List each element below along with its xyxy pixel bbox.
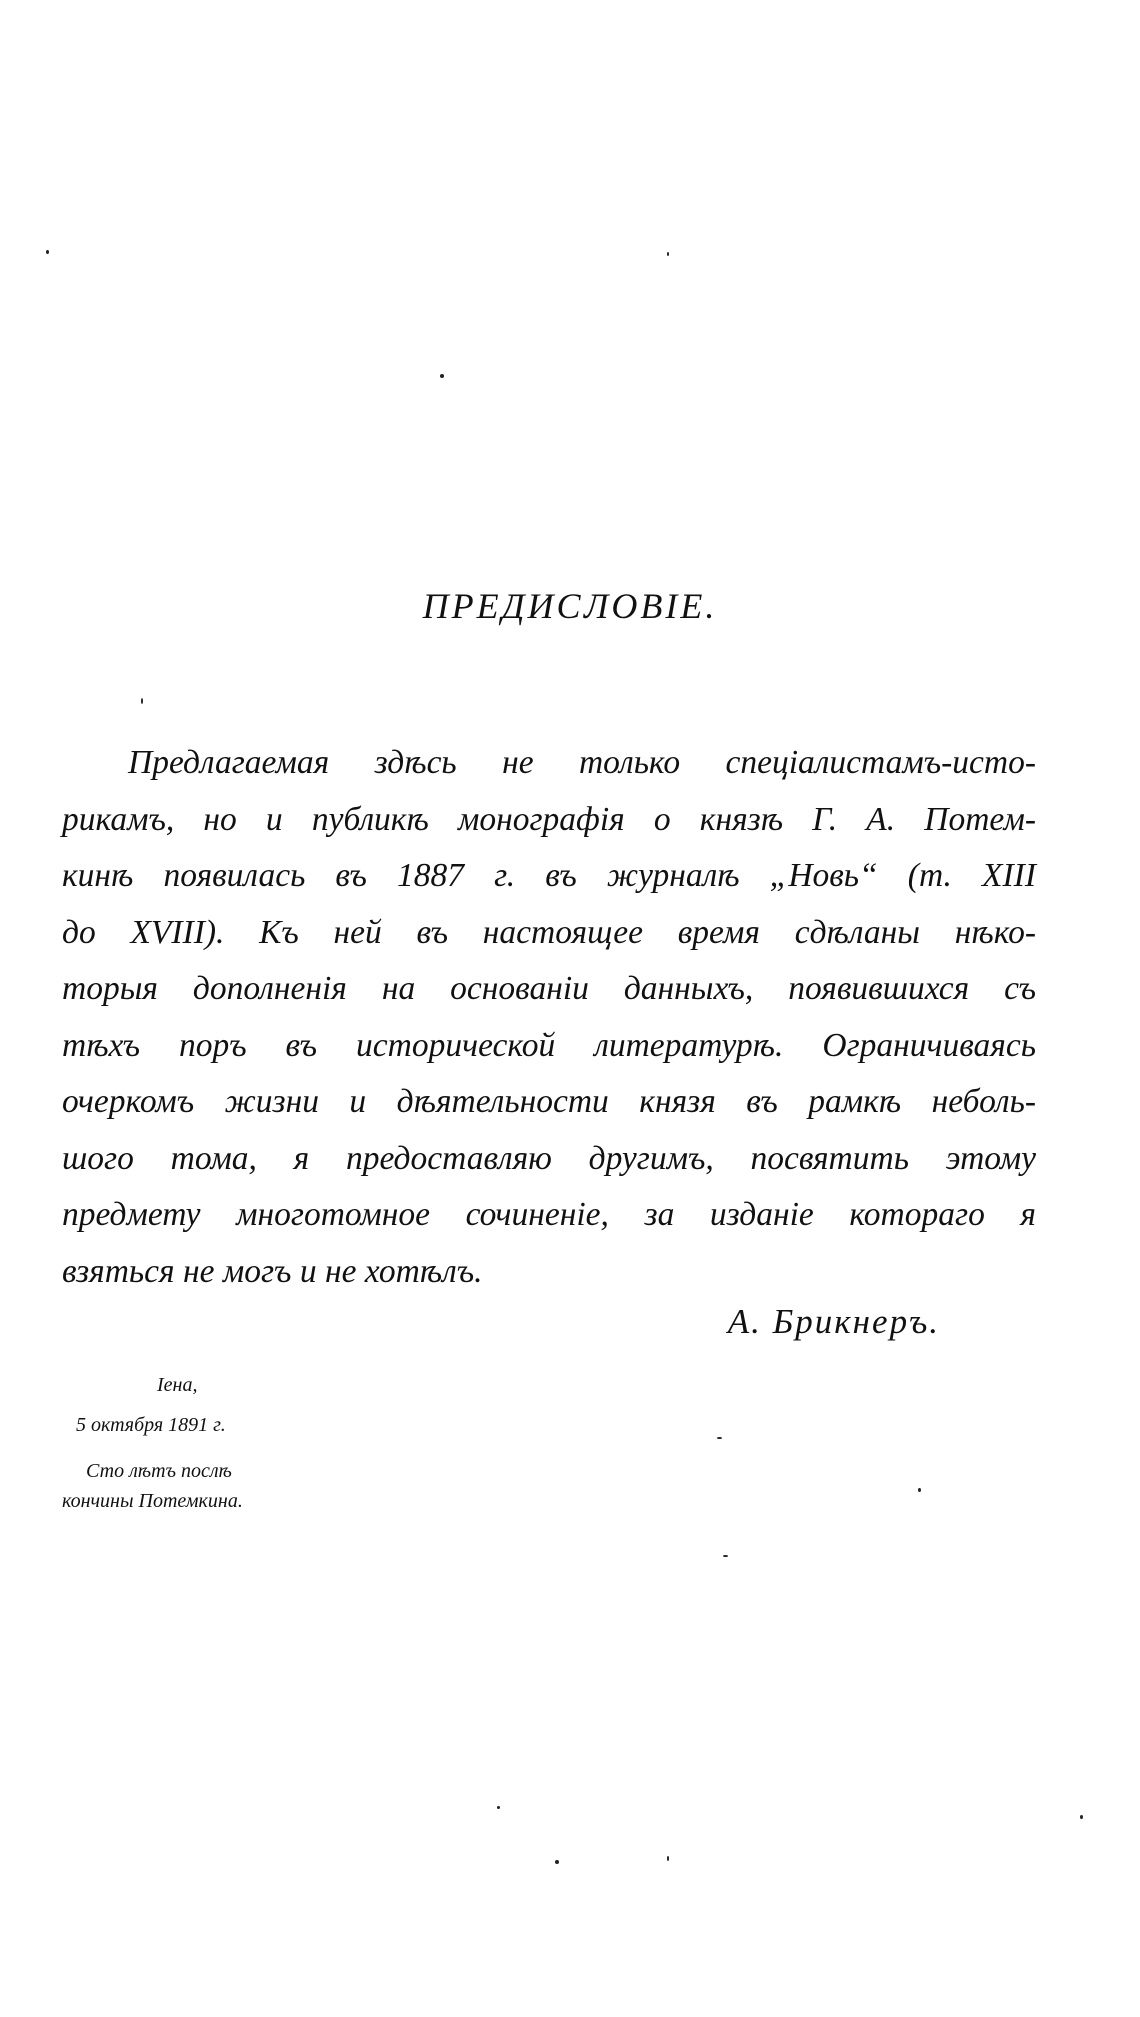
- scan-speck: [141, 698, 143, 704]
- preface-line: кинѣ появилась въ 1887 г. въ журналѣ „Новь“ (т. XIII: [62, 857, 1036, 894]
- scan-speck: [46, 250, 49, 254]
- note-date: 5 октября 1891 г.: [76, 1414, 226, 1436]
- preface-line: торыя дополненія на основаніи данныхъ, появившихся съ: [62, 970, 1036, 1007]
- author-signature: А. Брикнеръ.: [727, 1302, 940, 1341]
- note-caption: [62, 1456, 362, 1516]
- preface-paragraph: [62, 735, 1036, 1300]
- scan-speck: [497, 1806, 500, 1809]
- preface-line: тѣхъ поръ въ исторической литературѣ. Ограничиваясь: [62, 1026, 1036, 1064]
- place-date-note: [62, 1368, 362, 1516]
- scan-speck: [717, 1437, 722, 1439]
- scan-speck: [667, 1856, 669, 1861]
- preface-line: до XVIII). Къ ней въ настоящее время сдѣланы нѣко-: [62, 913, 1036, 951]
- preface-line: очеркомъ жизни и дѣятельности князя въ рамкѣ неболь-: [62, 1083, 1036, 1120]
- scan-speck: [1080, 1815, 1083, 1819]
- scan-speck: [918, 1488, 921, 1492]
- scan-speck: [723, 1555, 728, 1557]
- page-title: ПРЕДИСЛОВІЕ.: [422, 586, 718, 626]
- note-place: Іена,: [157, 1374, 198, 1396]
- preface-line: шого тома, я предоставляю другимъ, посвятить этому: [62, 1139, 1036, 1177]
- note-caption-line: Сто лѣтъ послѣ: [86, 1460, 232, 1482]
- preface-line: взяться не могъ и не хотѣлъ.: [62, 1252, 483, 1290]
- preface-line: предмету многотомное сочиненіе, за изданіе котораго я: [62, 1196, 1036, 1233]
- scan-speck: [667, 252, 669, 256]
- note-caption-line: кончины Потемкина.: [62, 1490, 243, 1512]
- scan-speck: [555, 1860, 559, 1864]
- scan-speck: [440, 374, 444, 378]
- preface-line: рикамъ, но и публикѣ монографія о князѣ Г. А. Потем-: [62, 800, 1036, 838]
- preface-line: Предлагаемая здѣсь не только спеціалистамъ-исто-: [128, 744, 1036, 781]
